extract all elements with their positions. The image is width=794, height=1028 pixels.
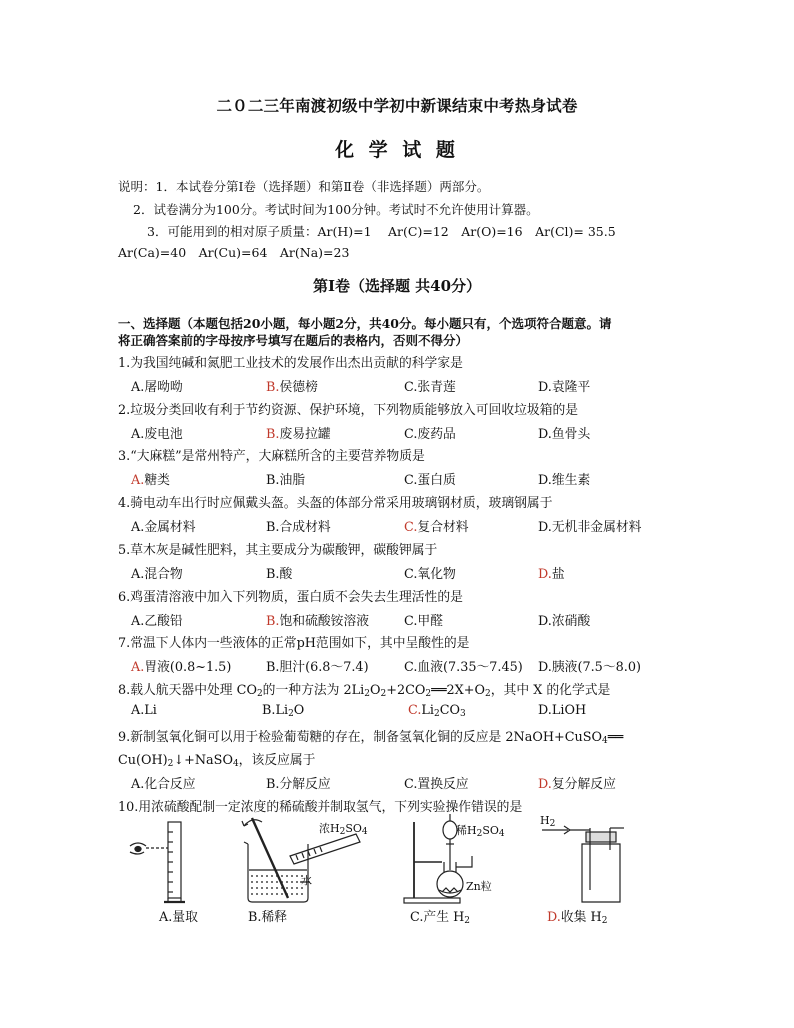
option-letter: C.	[404, 473, 418, 488]
option-text: 氧化物	[417, 567, 456, 582]
question-4-option-c	[404, 516, 469, 535]
label-sub: 2	[339, 827, 346, 837]
question-5-option-c	[404, 563, 456, 582]
question-1-stem: 1.为我国纯碱和氮肥工业技术的发展作出杰出贡献的科学家是	[118, 356, 463, 371]
option-letter: D.	[538, 520, 552, 535]
question-5-option-a	[131, 563, 183, 582]
question-5-stem: 5.草木灰是碱性肥料，其主要成分为碳酸钾，碳酸钾属于	[118, 543, 438, 558]
option-letter: A.	[131, 660, 145, 675]
option-letter: C.	[404, 567, 418, 582]
question-6-option-c	[404, 610, 443, 629]
q8-option-c-sub: 3	[460, 709, 466, 719]
question-9-stem-line-1	[118, 726, 623, 745]
test-tube-icon	[290, 834, 360, 864]
question-2-option-a	[131, 423, 183, 442]
question-7-option-c	[404, 656, 523, 675]
q8-sub: 2	[380, 689, 387, 699]
exam-title: 二０二三年南渡初级中学初中新课结束中考热身试卷	[216, 96, 578, 115]
option-letter: C.	[404, 777, 418, 792]
q9-text: ，该反应属于	[238, 753, 316, 768]
option-letter: B.	[266, 614, 280, 629]
option-text: 张青莲	[417, 380, 456, 395]
option-text: 盐	[551, 567, 565, 582]
caption-text: C.产生 H	[410, 910, 465, 925]
question-4-option-b	[266, 516, 331, 535]
option-letter: A.	[131, 520, 145, 535]
note-line-2: 2．试卷满分为100分。考试时间为100分钟。考试时不允许使用计算器。	[133, 202, 539, 217]
separatory-funnel-icon	[443, 814, 457, 870]
q8-sub: 2	[485, 689, 491, 699]
option-text: 化合反应	[144, 777, 196, 792]
option-text: 糖类	[144, 473, 170, 488]
question-1-option-c	[404, 376, 456, 395]
question-1-option-a	[131, 376, 183, 395]
caption-text: 收集 H	[560, 910, 602, 925]
option-text: 酸	[279, 567, 293, 582]
option-letter: C.	[404, 380, 418, 395]
option-letter: C.	[404, 660, 418, 675]
label-h2	[540, 814, 555, 827]
caption-sub: 2	[464, 916, 470, 926]
option-text: 废电池	[144, 427, 183, 442]
question-7-option-d	[538, 656, 641, 675]
option-text: 油脂	[279, 473, 306, 488]
option-text: 鱼骨头	[551, 427, 591, 442]
label-zinc: Zn粒	[466, 880, 492, 893]
option-text: 胰液(7.5～8.0)	[551, 660, 641, 675]
option-text: 侯德榜	[279, 380, 318, 395]
question-5-option-b	[266, 563, 292, 582]
question-9-option-c	[404, 773, 469, 792]
option-text: 胃液(0.8~1.5)	[144, 660, 232, 675]
q8-option-c	[408, 703, 466, 718]
label-water: 水	[301, 874, 312, 887]
option-text: 合成材料	[279, 520, 331, 535]
option-text: 乙酸铅	[144, 614, 183, 629]
glass-rod-icon	[252, 818, 288, 898]
q9-sub: 4	[232, 759, 239, 769]
question-7-option-a	[131, 656, 231, 675]
option-letter: B.	[266, 427, 280, 442]
option-text: 甲醛	[417, 614, 443, 629]
option-letter: A.	[131, 614, 145, 629]
note-line-3: 3．可能用到的相对原子质量：Ar(H)=1 Ar(C)=12 Ar(O)=16 Ar(Cl)= 35.5	[147, 224, 616, 239]
arrow-right-icon	[542, 826, 570, 834]
question-2-option-d	[538, 423, 590, 442]
q8-option-c-letter: C.	[408, 703, 422, 718]
label-sub: 4	[498, 829, 505, 839]
option-letter: A.	[131, 777, 145, 792]
q8-stem-part: O	[370, 683, 381, 698]
question-9-option-b	[266, 773, 331, 792]
figure-d-caption	[547, 906, 607, 925]
option-text: 胆汁(6.8～7.4)	[279, 660, 369, 675]
question-9-option-a	[131, 773, 196, 792]
q8-stem-part: ══2X+O	[431, 683, 485, 698]
label-text: H	[540, 814, 550, 827]
option-text: 袁隆平	[551, 380, 591, 395]
figure-a-caption: A.量取	[159, 910, 198, 925]
q8-stem-part: +2CO	[386, 683, 426, 698]
option-letter: C.	[404, 614, 418, 629]
question-6-stem: 6.鸡蛋清溶液中加入下列物质，蛋白质不会失去生理活性的是	[118, 590, 463, 605]
option-text: 浓硝酸	[551, 614, 591, 629]
section-instruction-line-1: 一、选择题（本题包括20小题，每小题2分，共40分。每小题只有，个选项符合题意。请	[118, 316, 612, 331]
option-letter: B.	[266, 777, 280, 792]
q8-stem-part: 8.载人航天器中处理 CO	[118, 683, 257, 698]
question-3-option-b	[266, 469, 305, 488]
gas-bottle-icon	[570, 828, 624, 902]
q8-option-b-text: B.Li	[262, 703, 289, 718]
question-3-option-d	[538, 469, 590, 488]
label-text: SO	[345, 822, 362, 835]
option-letter: D.	[538, 473, 552, 488]
q9-text: ↓+NaSO	[173, 753, 233, 768]
question-3-stem: 3.“大麻糕”是常州特产，大麻糕所含的主要营养物质是	[118, 449, 425, 464]
question-4-option-d	[538, 516, 641, 535]
q8-sub: 2	[425, 689, 432, 699]
caption-sub: 2	[601, 916, 608, 926]
figure-c-caption	[410, 906, 470, 925]
note-line-4: Ar(Ca)=40 Ar(Cu)=64 Ar(Na)=23	[118, 245, 350, 260]
section-title: 第Ⅰ卷（选择题 共40分）	[312, 277, 482, 295]
option-text: 金属材料	[144, 520, 196, 535]
question-6-option-b	[266, 610, 369, 629]
q8-option-c-text: Li	[421, 703, 434, 718]
question-2-option-c	[404, 423, 456, 442]
exam-subtitle: 化 学 试 题	[335, 139, 459, 161]
option-letter: B.	[266, 380, 280, 395]
q8-stem-part: 的一种方法为 2Li	[262, 683, 365, 698]
q9-sub: 2	[167, 759, 174, 769]
q9-sub: 4	[602, 736, 608, 746]
option-letter: A.	[131, 473, 145, 488]
question-2-option-b	[266, 423, 331, 442]
q8-option-b-sub: 2	[288, 709, 294, 719]
label-sub: 4	[361, 827, 368, 837]
option-letter: A.	[131, 427, 145, 442]
option-text: 饱和硫酸铵溶液	[279, 614, 370, 629]
label-text: 浓H	[319, 822, 340, 835]
label-text: 稀H	[456, 824, 477, 837]
question-7-option-b	[266, 656, 369, 675]
label-sub: 2	[549, 819, 556, 829]
option-letter: D.	[538, 660, 552, 675]
option-text: 分解反应	[279, 777, 331, 792]
label-conc-acid	[319, 820, 368, 836]
q8-option-b	[262, 703, 304, 718]
section-instruction-line-2: 将正确答案前的字母按序号填写在题后的表格内，否则不得分）	[118, 333, 469, 348]
option-letter: D.	[538, 777, 552, 792]
question-6-option-d	[538, 610, 590, 629]
question-1-option-b	[266, 376, 318, 395]
q8-option-d: D.LiOH	[538, 703, 587, 718]
option-letter: A.	[131, 380, 145, 395]
q8-stem-part: ，其中 X 的化学式是	[490, 683, 611, 698]
caption-letter: D.	[547, 910, 561, 925]
figure-a-measuring	[128, 818, 208, 906]
option-text: 维生素	[551, 473, 591, 488]
question-3-option-a	[131, 469, 170, 488]
option-text: 屠呦呦	[144, 380, 183, 395]
note-line-1: 说明：1．本试卷分第Ⅰ卷（选择题）和第Ⅱ卷（非选择题）两部分。	[118, 179, 490, 194]
question-1-option-d	[538, 376, 590, 395]
question-5-option-d	[538, 563, 565, 582]
option-letter: C.	[404, 520, 418, 535]
option-text: 无机非金属材料	[551, 520, 642, 535]
q9-text: 9.新制氢氧化铜可以用于检验葡萄糖的存在，制备氢氧化铜的反应是 2NaOH+CuSO	[118, 730, 603, 745]
label-dilute-acid	[456, 822, 505, 838]
option-text: 复分解反应	[551, 777, 616, 792]
option-text: 混合物	[144, 567, 183, 582]
option-text: 废药品	[417, 427, 456, 442]
option-text: 置换反应	[417, 777, 469, 792]
option-text: 复合材料	[417, 520, 469, 535]
question-3-option-c	[404, 469, 456, 488]
label-text: SO	[482, 824, 499, 837]
q9-text: ══	[607, 730, 624, 745]
question-4-stem: 4.骑电动车出行时应佩戴头盔。头盔的体部分常采用玻璃钢材质，玻璃钢属于	[118, 496, 553, 511]
question-4-option-a	[131, 516, 196, 535]
option-text: 废易拉罐	[279, 427, 331, 442]
option-text: 血液(7.35～7.45)	[417, 660, 523, 675]
q8-option-b-text: O	[293, 703, 305, 718]
q8-option-c-sub: 2	[434, 709, 440, 719]
option-letter: D.	[538, 427, 552, 442]
option-letter: D.	[538, 567, 552, 582]
question-10-stem: 10.用浓硫酸配制一定浓度的稀硫酸并制取氢气，下列实验操作错误的是	[118, 800, 523, 815]
figure-b-caption: B.稀释	[248, 910, 288, 925]
q9-text: Cu(OH)	[118, 753, 168, 768]
question-7-stem: 7.常温下人体内一些液体的正常pH范围如下，其中呈酸性的是	[118, 636, 470, 651]
option-letter: B.	[266, 473, 280, 488]
eye-icon	[130, 843, 168, 854]
q8-sub: 2	[364, 689, 370, 699]
option-letter: C.	[404, 427, 418, 442]
label-sub: 2	[476, 829, 483, 839]
question-6-option-a	[131, 610, 183, 629]
option-letter: D.	[538, 614, 552, 629]
graduated-cylinder-icon	[164, 822, 185, 902]
q8-option-c-text: CO	[439, 703, 461, 718]
question-8-stem	[118, 679, 610, 698]
q8-sub: 2	[256, 689, 263, 699]
question-9-stem-line-2	[118, 749, 315, 768]
question-9-option-d	[538, 773, 616, 792]
option-letter: D.	[538, 380, 552, 395]
q8-option-a: A.Li	[131, 703, 157, 718]
option-text: 蛋白质	[417, 473, 456, 488]
option-letter: B.	[266, 567, 280, 582]
option-letter: B.	[266, 520, 280, 535]
question-2-stem: 2.垃圾分类回收有利于节约资源、保护环境，下列物质能够放入可回收垃圾箱的是	[118, 403, 579, 418]
option-letter: A.	[131, 567, 145, 582]
option-letter: B.	[266, 660, 280, 675]
